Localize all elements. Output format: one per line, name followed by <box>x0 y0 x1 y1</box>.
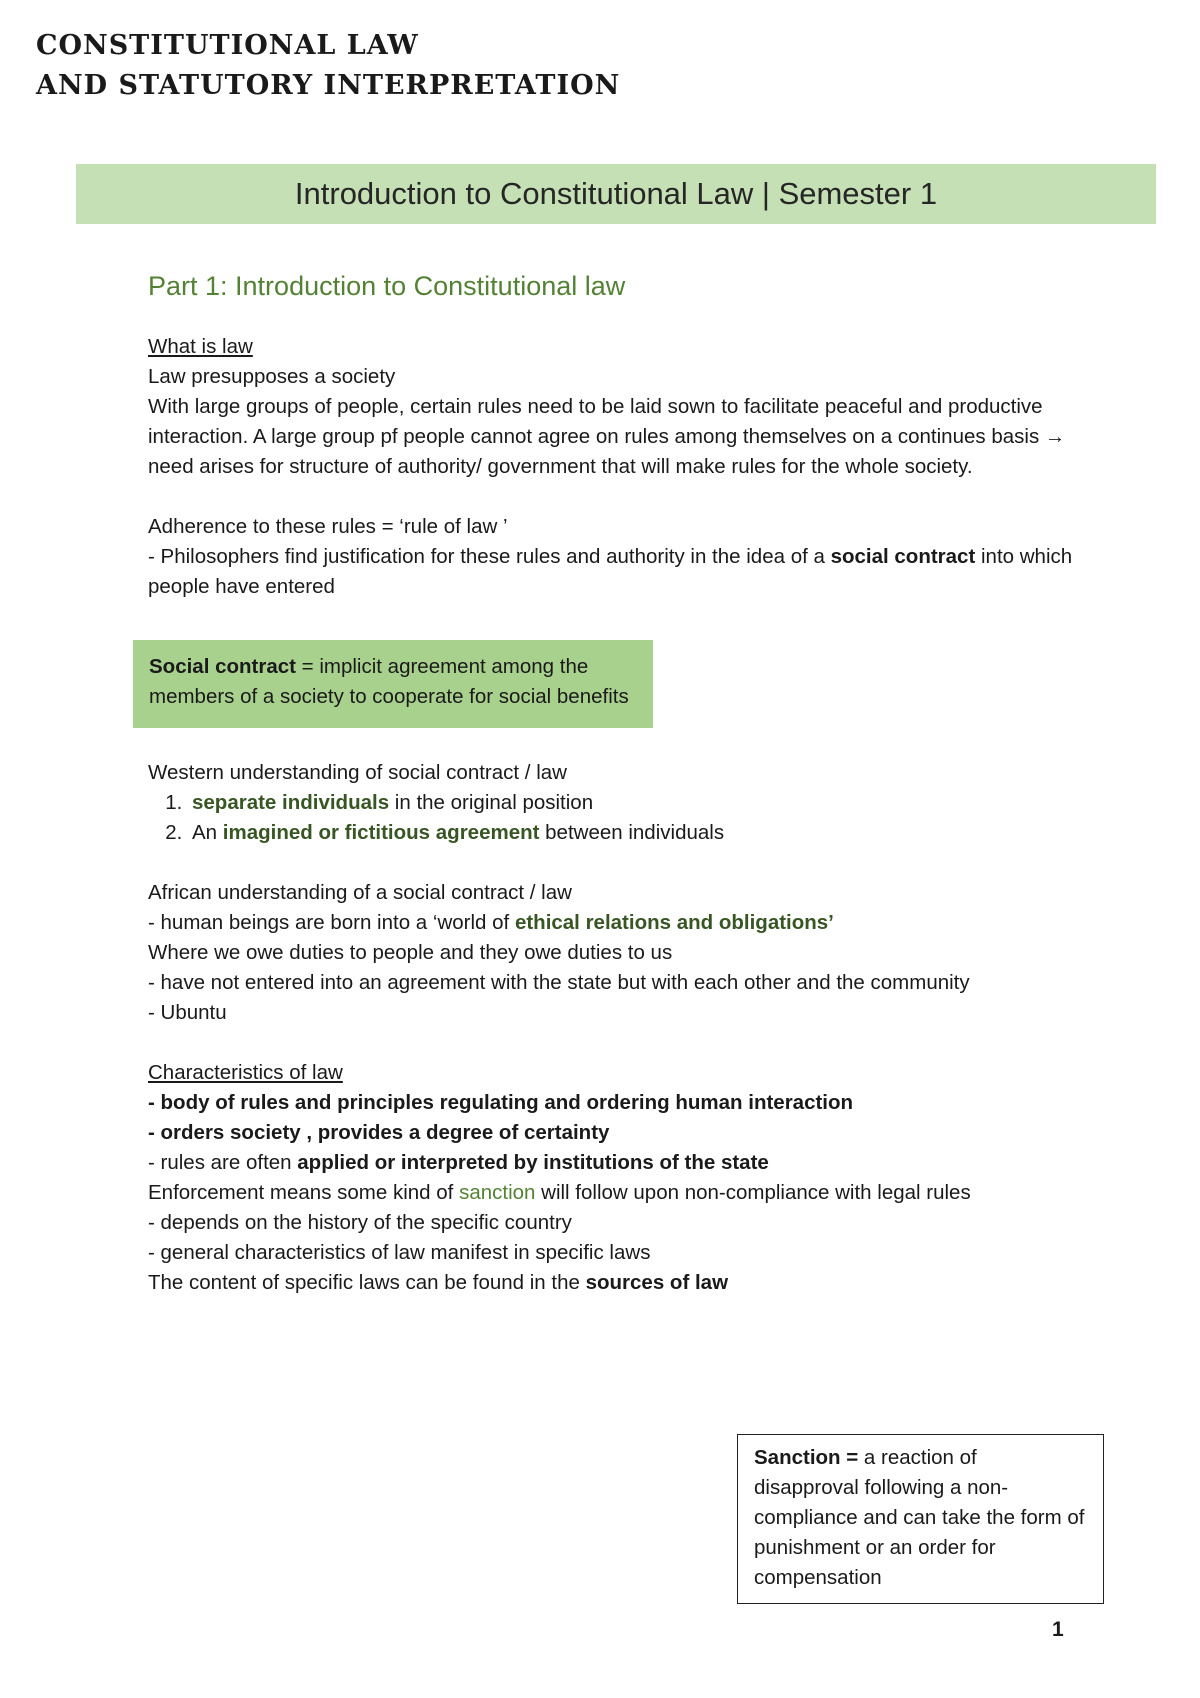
section-heading-african: African understanding of a social contract / law <box>148 881 572 904</box>
text-history: - depends on the history of the specific country <box>148 1211 572 1234</box>
sanction-definition-box <box>737 1434 1104 1604</box>
list-item: 2. An imagined or fictitious agreement between individuals <box>188 818 1088 848</box>
text-owe-duties: Where we owe duties to people and they owe duties to us <box>148 941 673 964</box>
page-title: Introduction to Constitutional Law | Semester 1 <box>294 176 938 211</box>
section-heading-characteristics: Characteristics of law <box>148 1061 343 1084</box>
text-rule-of-law: Adherence to these rules = ‘rule of law ’ <box>148 515 508 538</box>
text-enforcement: Enforcement means some kind of sanction will follow upon non-compliance with legal rules <box>148 1181 971 1204</box>
text-rules-applied: - rules are often applied or interpreted by institutions of the state <box>148 1151 769 1174</box>
text-general-characteristics: - general characteristics of law manifest in specific laws <box>148 1241 651 1264</box>
text-large-groups: With large groups of people, certain rules need to be laid sown to facilitate peaceful and productive interaction. A large group pf people cannot agree on rules among themselves on a continues basis → need arises for structure of authority/ government that will make rules for the whole society. <box>148 395 1066 478</box>
western-list <box>148 788 1088 848</box>
text-human-beings: - human beings are born into a ‘world of ethical relations and obligations’ <box>148 911 834 934</box>
section-heading-what-is-law: What is law <box>148 335 253 358</box>
header-line-1: CONSTITUTIONAL LAW <box>36 30 419 61</box>
social-contract-term: Social contract <box>149 655 296 678</box>
social-contract-definition-box <box>133 640 653 728</box>
header-line-2: AND STATUTORY INTERPRETATION <box>36 70 621 101</box>
page-number: 1 <box>1052 1618 1064 1641</box>
text-agreement-community: - have not entered into an agreement with the state but with each other and the community <box>148 971 970 994</box>
text-orders-society: - orders society , provides a degree of certainty <box>148 1121 610 1144</box>
text-law-presupposes: Law presupposes a society <box>148 365 396 388</box>
section-heading-western: Western understanding of social contract / law <box>148 761 567 784</box>
main-content <box>148 266 1088 1298</box>
document-header <box>36 26 620 106</box>
title-banner <box>76 164 1156 224</box>
social-contract-definition: = implicit agreement among the members of a society to cooperate for social benefits <box>149 655 629 708</box>
sanction-term: Sanction = <box>754 1446 859 1469</box>
sanction-definition: a reaction of disapproval following a non-compliance and can take the form of punishment or an order for compensation <box>754 1446 1085 1589</box>
list-item: 1. separate individuals in the original position <box>188 788 1088 818</box>
text-ubuntu: - Ubuntu <box>148 1001 227 1024</box>
text-body-of-rules: - body of rules and principles regulating and ordering human interaction <box>148 1091 854 1114</box>
text-sources-of-law: The content of specific laws can be found in the sources of law <box>148 1271 729 1294</box>
part-heading: Part 1: Introduction to Constitutional law <box>148 271 626 301</box>
text-philosophers: - Philosophers find justification for these rules and authority in the idea of a social contract into which people have entered <box>148 545 1073 598</box>
